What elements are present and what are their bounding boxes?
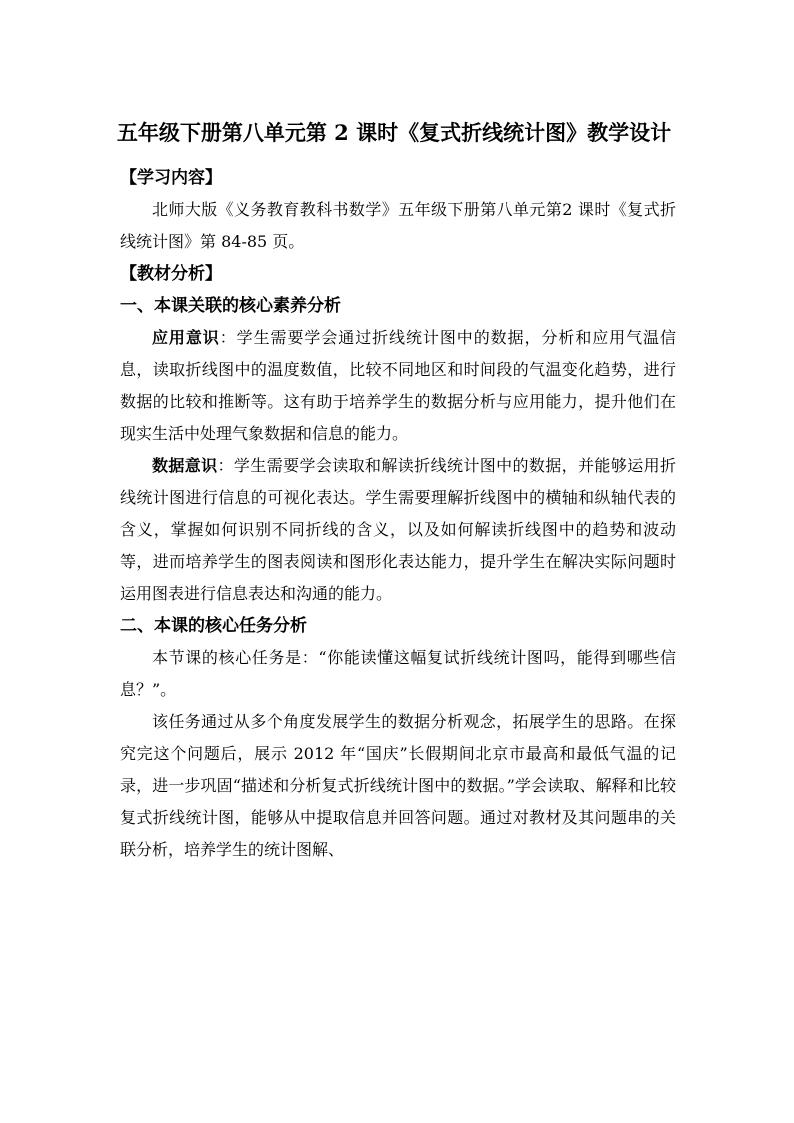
- document-title: 五年级下册第八单元第 2 课时《复式折线统计图》教学设计: [116, 120, 672, 145]
- study-content-paragraph: 北师大版《义务教育教科书数学》五年级下册第八单元第2 课时《复式折线统计图》第 84-85 页。: [120, 200, 676, 251]
- application-awareness-paragraph: [120, 322, 676, 450]
- task-detail-paragraph: 该任务通过从多个角度发展学生的数据分析观念，拓展学生的思路。在探究完这个问题后，展示 2012 年“国庆”长假期间北京市最高和最低气温的记录，进一步巩固“描述和分析复式折线统计图中的数据。”学会读取、解释和比较复式折线统计图，能够从中提取信息并回答问题。通过对教材及其问题串的关联分析，培养学生的统计图解、: [120, 712, 676, 859]
- application-awareness-lead: 应用意识: [152, 328, 220, 347]
- core-task-heading: 二、本课的核心任务分析: [120, 616, 307, 636]
- section-study-content-heading: 【学习内容】: [120, 168, 222, 188]
- data-awareness-text: ：学生需要学会读取和解读折线统计图中的数据，并能够运用折线统计图进行信息的可视化表达。学生需要理解折线图中的横轴和纵轴代表的含义，掌握如何识别不同折线的含义，以及如何解读折线图中的趋势和波动等，进而培养学生的图表阅读和图形化表达能力，提升学生在解决实际问题时运用图表进行信息表达和沟通的能力。: [120, 456, 676, 603]
- section-material-analysis-heading: 【教材分析】: [120, 264, 222, 284]
- application-awareness-text: ：学生需要学会通过折线统计图中的数据，分析和应用气温信息，读取折线图中的温度数值，比较不同地区和时间段的气温变化趋势，进行数据的比较和推断等。这有助于培养学生的数据分析与应用能力，提升他们在现实生活中处理气象数据和信息的能力。: [120, 328, 676, 443]
- document-page: [116, 118, 676, 866]
- data-awareness-paragraph: [120, 450, 676, 610]
- data-awareness-lead: 数据意识: [152, 456, 218, 475]
- core-literacy-heading: 一、本课关联的核心素养分析: [120, 296, 341, 316]
- core-task-paragraph: 本节课的核心任务是：“你能读懂这幅复试折线统计图吗，能得到哪些信息？”。: [120, 648, 676, 699]
